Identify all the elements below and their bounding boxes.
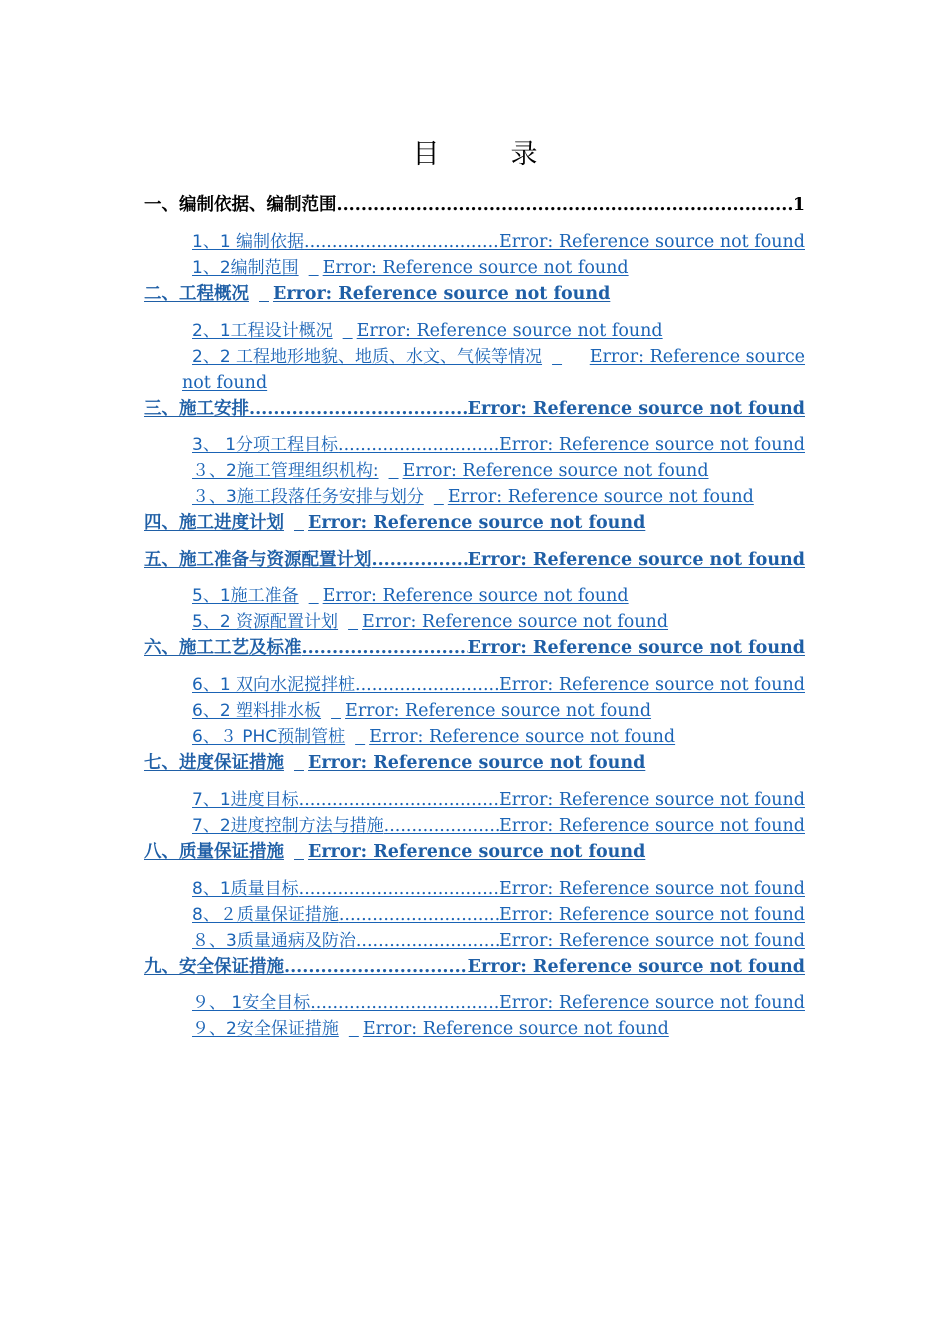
toc-entry-3-3[interactable] (192, 485, 805, 512)
toc-entry-page: Error: Reference source not found (356, 321, 663, 341)
toc-entry-5-2[interactable] (192, 610, 805, 637)
toc-entry-page: Error: Reference source not found (499, 232, 805, 252)
toc-entry-8-1[interactable] (192, 877, 805, 901)
toc-entry-page: Error: Reference source not found (499, 993, 805, 1013)
toc-entry-label: 三、施工安排 (144, 399, 249, 419)
toc-entry-label: 2、1工程设计概况 (192, 321, 333, 341)
toc-entry-page: Error: Reference source not found (308, 842, 646, 862)
toc-entry-label: ３、2施工管理组织机构: (192, 461, 379, 481)
tab-marker (284, 840, 308, 867)
toc-entry-page: Error: Reference source not found (499, 816, 805, 836)
toc-entry-label: 1、2编制范围 (192, 258, 299, 278)
tab-marker (338, 610, 362, 637)
toc-entry-2-2[interactable] (192, 345, 805, 372)
toc-leader (384, 814, 499, 838)
toc-entry-2-1[interactable] (192, 319, 805, 346)
toc-entry-8-3[interactable] (192, 929, 805, 953)
toc-entry-label: 6、2 塑料排水板 (192, 701, 322, 721)
toc-entry-page-continued: not found (182, 373, 268, 393)
tab-marker (339, 1017, 363, 1044)
toc-leader (339, 903, 499, 927)
toc-leader (249, 397, 468, 421)
toc-entry-3[interactable] (144, 397, 805, 421)
toc-entry-page: Error: Reference source not found (499, 931, 805, 951)
toc-entry-page: Error: Reference source not found (447, 487, 754, 507)
toc-entry-label: 七、进度保证措施 (144, 753, 284, 773)
toc-entry-label: 五、施工准备与资源配置计划 (144, 550, 372, 570)
toc-entry-page: Error: Reference source not found (499, 879, 805, 899)
toc-entry-label: 8、1质量目标 (192, 879, 299, 899)
toc-leader (310, 991, 499, 1015)
toc-entry-6[interactable] (144, 636, 805, 660)
toc-entry-1-2[interactable] (192, 256, 805, 283)
toc-entry-9-2[interactable] (192, 1017, 805, 1044)
tab-marker (284, 511, 308, 538)
toc-leader (338, 433, 499, 457)
toc-entry-2[interactable] (144, 282, 805, 309)
toc-entry-page: Error: Reference source not found (467, 957, 805, 977)
toc-entry-page: Error: Reference source not found (308, 753, 646, 773)
toc-entry-label: ８、3质量通病及防治 (192, 931, 356, 951)
toc-entry-6-1[interactable] (192, 673, 805, 697)
page-title: 目 录 (412, 139, 560, 170)
toc-entry-page: Error: Reference source not found (467, 399, 805, 419)
toc-entry-label: ９、2安全保证措施 (192, 1019, 339, 1039)
tab-marker (379, 459, 403, 486)
toc-entry-page: Error: Reference source not found (362, 1019, 669, 1039)
toc-entry-label: ３、3施工段落任务安排与划分 (192, 487, 424, 507)
toc-entry-label: 四、施工进度计划 (144, 513, 284, 533)
tab-marker (424, 485, 448, 512)
toc-entry-7-2[interactable] (192, 814, 805, 838)
toc-entry-page: Error: Reference source not found (499, 905, 805, 925)
toc-entry-label: 8、２质量保证措施 (192, 905, 339, 925)
toc-entry-label: 5、1施工准备 (192, 586, 299, 606)
toc-entry-7-1[interactable] (192, 788, 805, 812)
toc-entry-page: Error: Reference source not found (499, 435, 805, 455)
toc-entry-3-2[interactable] (192, 459, 805, 486)
toc-entry-label: 一、编制依据、编制范围 (144, 195, 337, 215)
toc-leader (355, 673, 499, 697)
toc-entry-page: Error: Reference source not found (402, 461, 709, 481)
toc-entry-label: 1、1 编制依据 (192, 232, 305, 252)
tab-marker (333, 319, 357, 346)
tab-marker (299, 584, 323, 611)
toc-entry-page: Error: Reference source (589, 347, 805, 367)
toc-entry-8-2[interactable] (192, 903, 805, 927)
toc-leader (284, 955, 468, 979)
toc-entry-5[interactable] (144, 548, 805, 572)
toc-leader (302, 636, 468, 660)
toc-entry-label: 6、1 双向水泥搅拌桩 (192, 675, 356, 695)
toc-entry-label: 八、质量保证措施 (144, 842, 284, 862)
toc-entry-7[interactable] (144, 751, 805, 778)
toc-entry-page: Error: Reference source not found (499, 790, 805, 810)
toc-leader (299, 788, 499, 812)
toc-entry-5-1[interactable] (192, 584, 805, 611)
toc-entry-6-3[interactable] (192, 725, 805, 752)
toc-entry-2-2-continued[interactable] (182, 371, 805, 395)
toc-entry-label: 2、2 工程地形地貌、地质、水文、气候等情况 (192, 347, 543, 367)
toc-leader (356, 929, 499, 953)
toc-entry-page: Error: Reference source not found (467, 638, 805, 658)
toc-entry-label: ９、 1安全目标 (192, 993, 311, 1013)
toc-entry-page: 1 (792, 195, 805, 215)
tab-marker (542, 345, 566, 372)
toc-entry-page: Error: Reference source not found (467, 550, 805, 570)
toc-leader (304, 230, 499, 254)
toc-entry-1[interactable] (144, 193, 805, 217)
toc-entry-page: Error: Reference source not found (369, 727, 676, 747)
toc-entry-label: 7、1进度目标 (192, 790, 299, 810)
toc-leader (372, 548, 468, 572)
toc-leader (337, 193, 793, 217)
toc-entry-page: Error: Reference source not found (322, 258, 629, 278)
toc-entry-9-1[interactable] (192, 991, 805, 1015)
toc-entry-page: Error: Reference source not found (273, 284, 611, 304)
toc-entry-page: Error: Reference source not found (308, 513, 646, 533)
toc-entry-label: 7、2进度控制方法与措施 (192, 816, 384, 836)
toc-entry-label: 六、施工工艺及标准 (144, 638, 302, 658)
toc-entry-label: 九、安全保证措施 (144, 957, 284, 977)
toc-entry-page: Error: Reference source not found (362, 612, 669, 632)
tab-marker (345, 725, 369, 752)
toc-entry-page: Error: Reference source not found (499, 675, 805, 695)
toc-leader (299, 877, 499, 901)
tab-marker (321, 699, 345, 726)
toc-entry-8[interactable] (144, 840, 805, 867)
toc-entry-9[interactable] (144, 955, 805, 979)
toc-entry-label: 3、 1分项工程目标 (192, 435, 339, 455)
toc-entry-3-1[interactable] (192, 433, 805, 457)
toc-entry-page: Error: Reference source not found (322, 586, 629, 606)
toc-entry-4[interactable] (144, 511, 805, 538)
toc-entry-6-2[interactable] (192, 699, 805, 726)
tab-marker (284, 751, 308, 778)
toc-entry-page: Error: Reference source not found (345, 701, 652, 721)
toc-entry-label: 二、工程概况 (144, 284, 249, 304)
tab-marker (299, 256, 323, 283)
tab-marker (249, 282, 273, 309)
toc-entry-label: 6、３ PHC预制管桩 (192, 727, 346, 747)
toc-entry-label: 5、2 资源配置计划 (192, 612, 339, 632)
toc-entry-1-1[interactable] (192, 230, 805, 254)
